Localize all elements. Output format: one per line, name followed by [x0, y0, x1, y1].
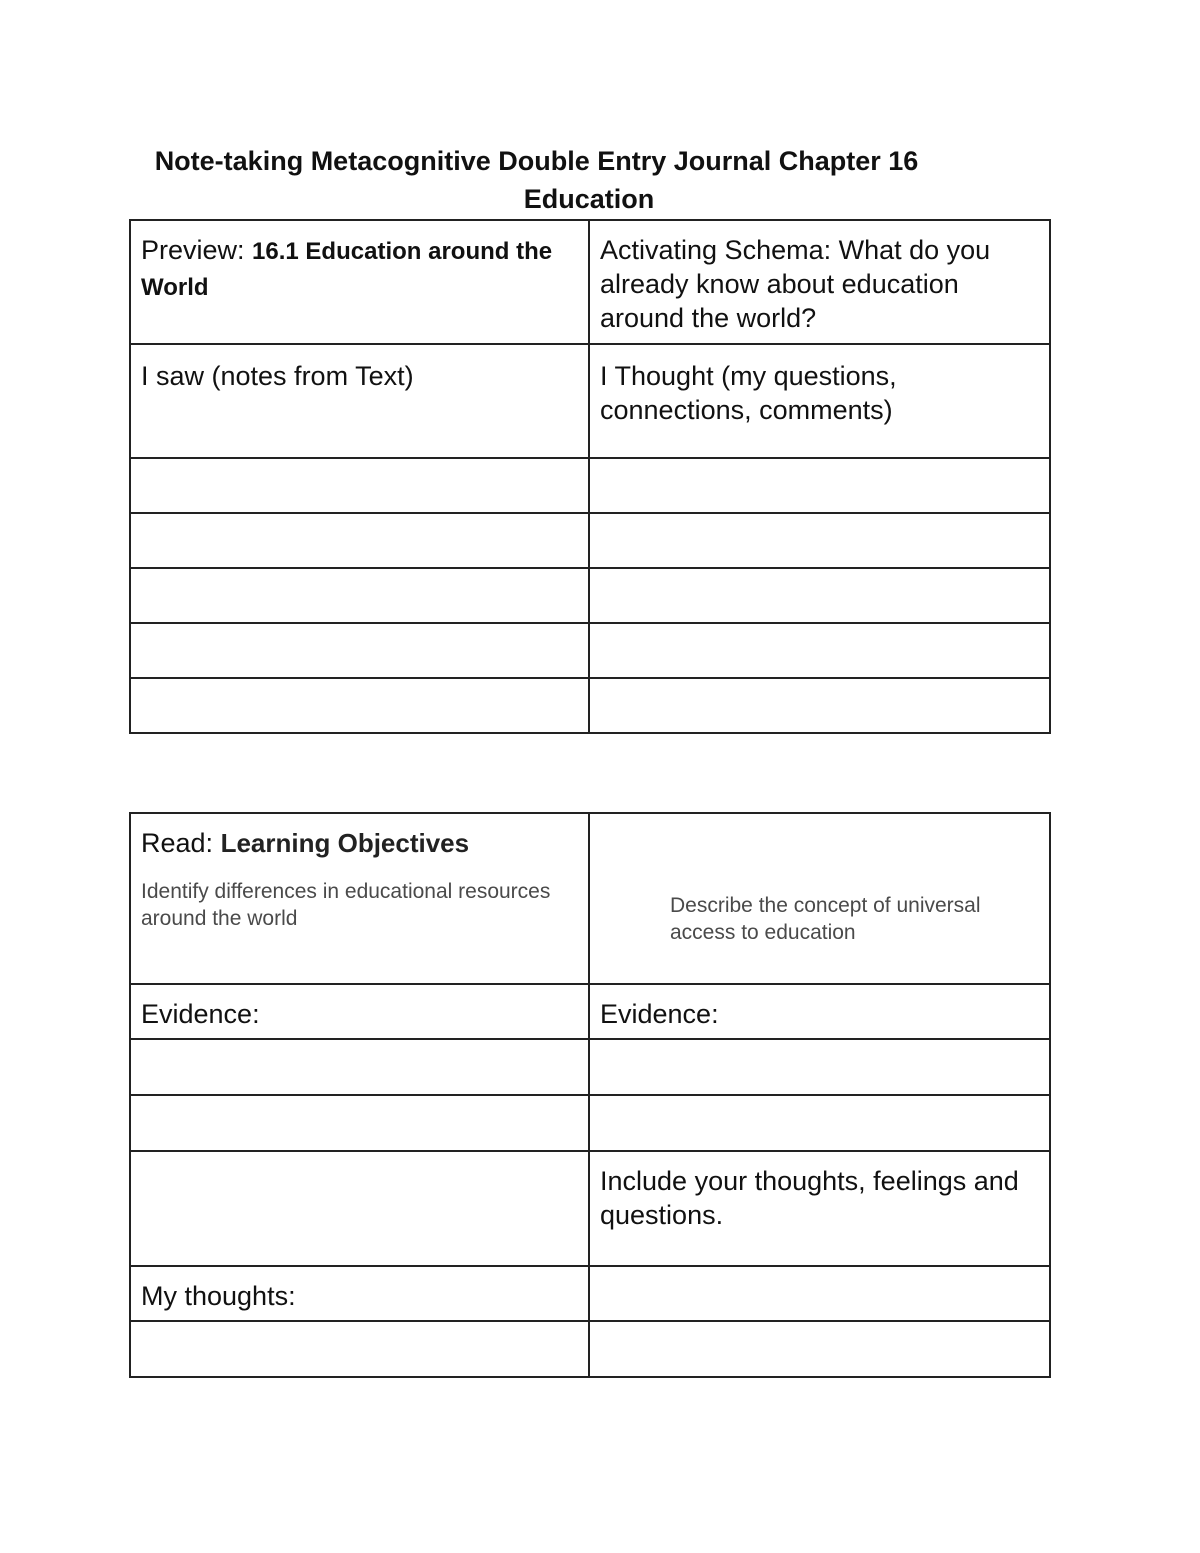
learning-objectives-table [129, 812, 1051, 1378]
objective-cell-right [589, 813, 1050, 984]
activating-schema-cell [589, 220, 1050, 344]
preview-journal-table [129, 219, 1051, 734]
i-thought-cell [589, 344, 1050, 458]
i-thought-heading: I Thought (my questions, connections, comments) [600, 361, 897, 425]
table-row [130, 344, 1050, 458]
include-prompt-text: Include your thoughts, feelings and questions. [600, 1166, 1019, 1230]
table-row [130, 1151, 1050, 1266]
preview-section-title: 16.1 Education around the World [141, 238, 553, 301]
blank-cell[interactable] [589, 568, 1050, 623]
table-row [130, 813, 1050, 984]
read-label: Read: [141, 828, 214, 858]
blank-cell[interactable] [589, 678, 1050, 733]
blank-cell[interactable] [589, 623, 1050, 678]
my-thoughts-cell [130, 1266, 589, 1321]
objective-2-text: Describe the concept of universal access to education [670, 894, 981, 944]
preview-cell [130, 220, 589, 344]
evidence-cell-right [589, 984, 1050, 1039]
blank-cell[interactable] [130, 1039, 589, 1095]
table-row [130, 1266, 1050, 1321]
include-prompt-cell [589, 1151, 1050, 1266]
title-line-2: Education [523, 184, 655, 214]
table-row [130, 513, 1050, 568]
table-row [130, 458, 1050, 513]
title-line-1: Note-taking Metacognitive Double Entry Journal Chapter 16 [154, 146, 919, 176]
table-row [130, 1095, 1050, 1151]
table-row [130, 1039, 1050, 1095]
blank-cell[interactable] [130, 1321, 589, 1377]
my-thoughts-label: My thoughts: [141, 1281, 296, 1311]
blank-cell[interactable] [130, 458, 589, 513]
blank-cell[interactable] [130, 1151, 589, 1266]
evidence-label-left: Evidence: [141, 999, 260, 1029]
objective-cell-left [130, 813, 589, 984]
blank-cell[interactable] [130, 623, 589, 678]
table-row [130, 678, 1050, 733]
learning-objectives-heading: Learning Objectives [220, 828, 470, 858]
blank-cell[interactable] [589, 513, 1050, 568]
activating-schema-text: Activating Schema: What do you already know about education around the world? [600, 235, 991, 333]
evidence-cell-left [130, 984, 589, 1039]
objective-1-text: Identify differences in educational resources around the world [141, 880, 551, 930]
table-row [130, 568, 1050, 623]
i-saw-heading: I saw (notes from Text) [141, 361, 414, 391]
table-row [130, 984, 1050, 1039]
i-saw-cell [130, 344, 589, 458]
blank-cell[interactable] [589, 458, 1050, 513]
blank-cell[interactable] [130, 568, 589, 623]
blank-cell[interactable] [589, 1321, 1050, 1377]
preview-label: Preview: [141, 235, 245, 265]
table-row [130, 220, 1050, 344]
blank-cell[interactable] [589, 1039, 1050, 1095]
blank-cell[interactable] [589, 1266, 1050, 1321]
blank-cell[interactable] [130, 513, 589, 568]
table-row [130, 623, 1050, 678]
blank-cell[interactable] [130, 1095, 589, 1151]
table-row [130, 1321, 1050, 1377]
blank-cell[interactable] [589, 1095, 1050, 1151]
blank-cell[interactable] [130, 678, 589, 733]
page-title [130, 142, 1048, 218]
evidence-label-right: Evidence: [600, 999, 719, 1029]
